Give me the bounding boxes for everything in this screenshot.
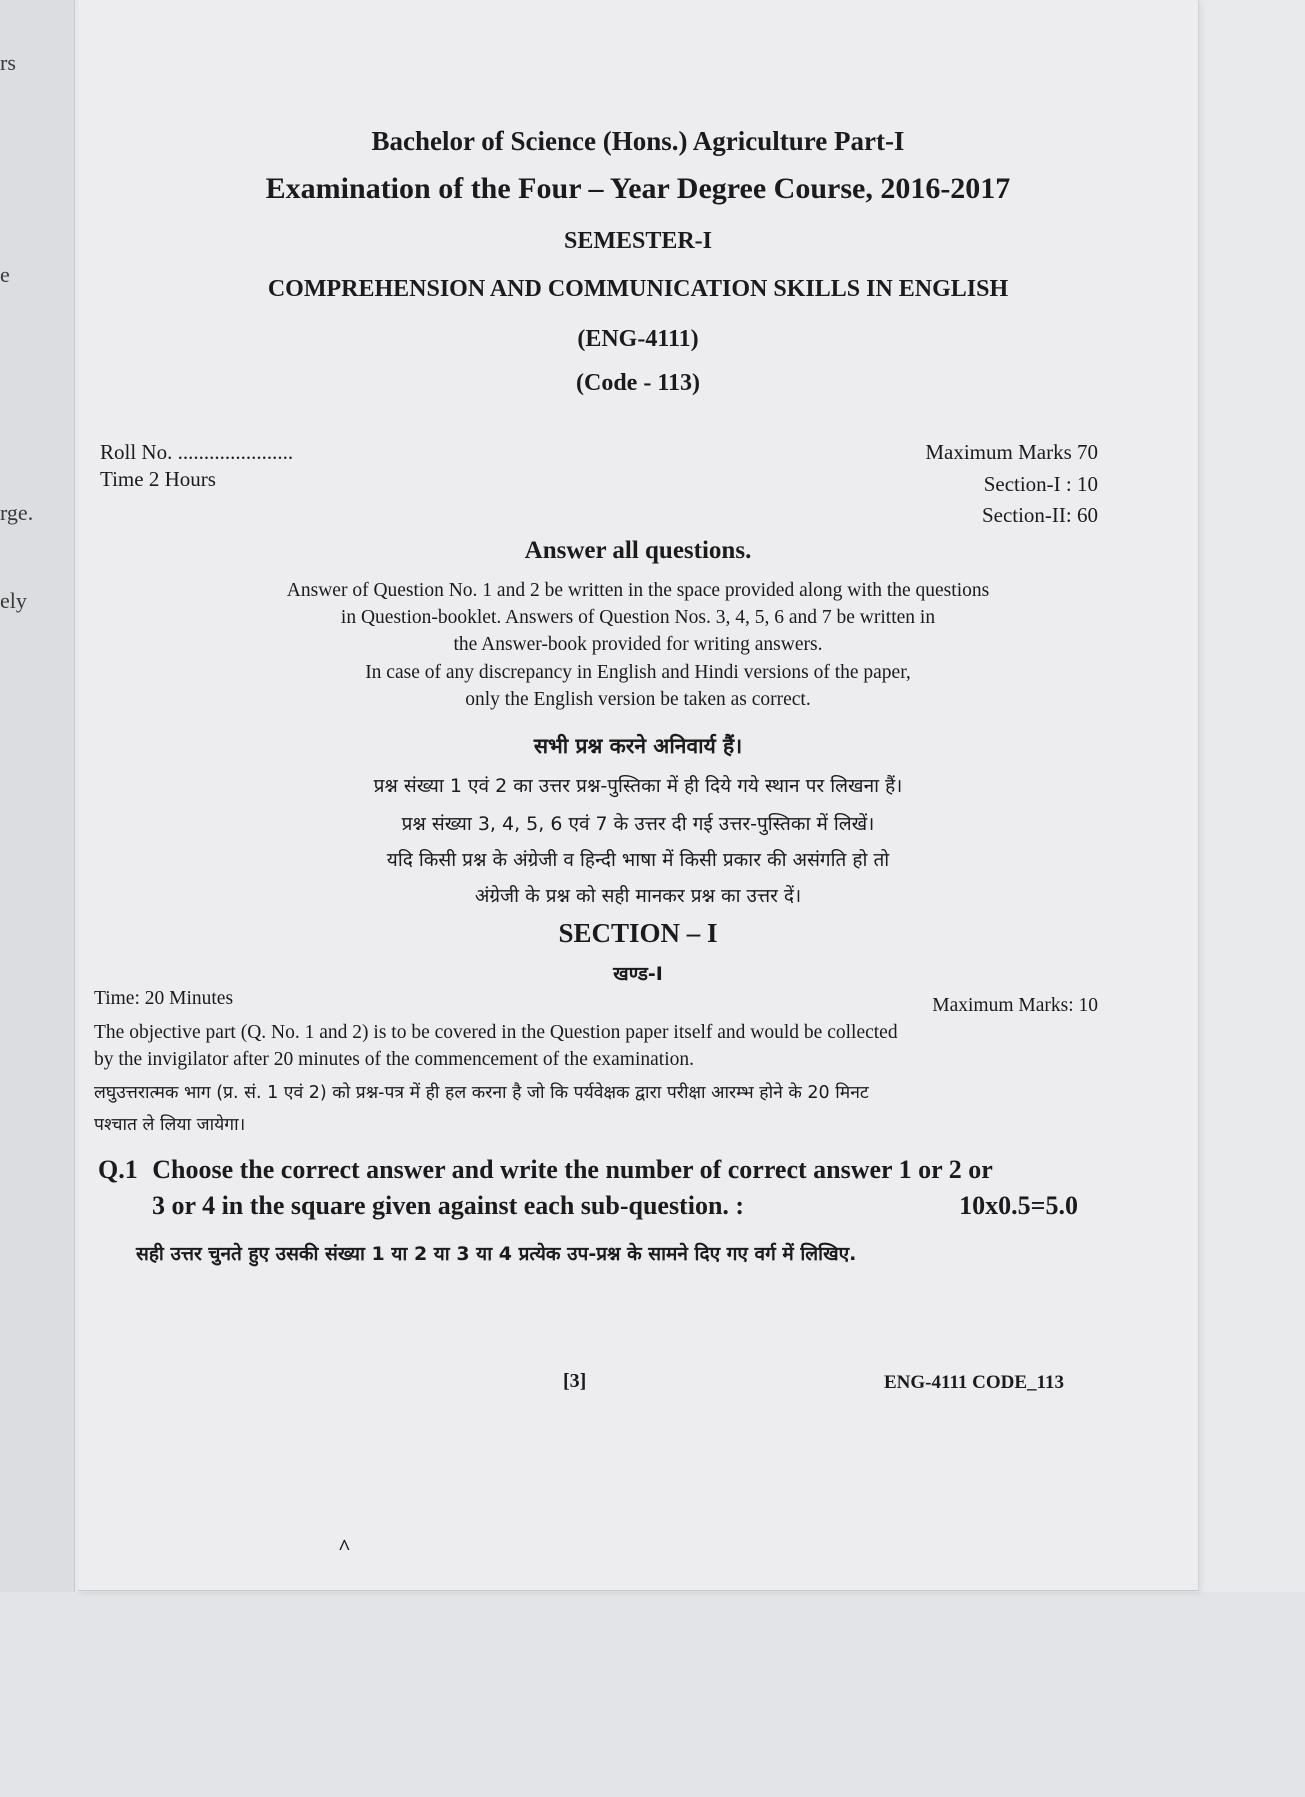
instructions-heading: Answer all questions. [524, 537, 752, 564]
question-text: 3 or 4 in the square given against each sub-question. : [152, 1191, 745, 1220]
time-allowed: Time 2 Hours [100, 467, 216, 491]
roll-number: Roll No. ...................... [100, 440, 294, 464]
question-1-heading-continued [152, 1188, 1078, 1223]
hindi-instruction-line: प्रश्न संख्या 3, 4, 5, 6 एवं 7 के उत्तर दी गई उत्तर-पुस्तिका में लिखें। [401, 813, 875, 835]
hindi-instruction-line: यदि किसी प्रश्न के अंग्रेजी व हिन्दी भाषा में किसी प्रकार की असंगति हो तो [386, 849, 890, 871]
hindi-instruction-line: प्रश्न संख्या 1 एवं 2 का उत्तर प्रश्न-पुस्तिका में ही दिये गये स्थान पर लिखना हैं। [373, 775, 903, 797]
section-hindi-title: खण्ड-I [613, 963, 663, 985]
section-title: SECTION – I [558, 918, 718, 948]
hindi-instructions-heading: सभी प्रश्न करने अनिवार्य हैं। [533, 734, 743, 758]
question-text: Choose the correct answer and write the number of correct answer 1 or 2 or [152, 1155, 993, 1184]
course-number: (ENG-4111) [577, 326, 699, 352]
hindi-objective-note: लघुउत्तरात्मक भाग (प्र. सं. 1 एवं 2) को प्रश्न-पत्र में ही हल करना है जो कि पर्यवेक्षक द्वारा परीक्षा आरम्भ होने के 20 मिनट [94, 1083, 869, 1103]
instruction-line: In case of any discrepancy in English and Hindi versions of the paper, [365, 662, 911, 683]
subject-title: COMPREHENSION AND COMMUNICATION SKILLS IN ENGLISH [267, 276, 1009, 302]
strip-fragment: ely [0, 588, 27, 613]
section-time: Time: 20 Minutes [94, 988, 234, 1009]
maximum-marks: Maximum Marks 70 [925, 440, 1098, 464]
question-1-heading [98, 1152, 1098, 1187]
exam-paper-page [78, 0, 1199, 1591]
instruction-line: the Answer-book provided for writing answers. [453, 634, 823, 655]
instruction-line: Answer of Question No. 1 and 2 be written in the space provided along with the questions [286, 580, 990, 601]
strip-fragment: e [0, 262, 10, 287]
page-number: [3] [563, 1370, 587, 1392]
scanner-background [0, 1592, 1305, 1797]
semester-title: SEMESTER-I [563, 228, 713, 254]
objective-note: by the invigilator after 20 minutes of the commencement of the examination. [94, 1049, 694, 1070]
degree-title: Bachelor of Science (Hons.) Agriculture Part-I [371, 126, 905, 156]
question-number: Q.1 [98, 1155, 138, 1184]
paper-code-footer: ENG-4111 CODE_113 [884, 1372, 1064, 1393]
exam-title: Examination of the Four – Year Degree Course, 2016-2017 [265, 172, 1011, 205]
hindi-objective-note: पश्चात ले लिया जायेगा। [94, 1115, 246, 1135]
course-code: (Code - 113) [576, 370, 700, 396]
section-1-marks: Section-I : 10 [983, 472, 1098, 496]
question-1-hindi: सही उत्तर चुनते हुए उसकी संख्या 1 या 2 या 3 या 4 प्रत्येक उप-प्रश्न के सामने दिए गए वर्ग में लिखिए. [136, 1243, 857, 1265]
section-max-marks: Maximum Marks: 10 [932, 995, 1098, 1016]
section-2-marks: Section-II: 60 [981, 503, 1098, 527]
question-marks: 10x0.5=5.0 [959, 1191, 1078, 1220]
objective-note: The objective part (Q. No. 1 and 2) is to be covered in the Question paper itself and would be collected [94, 1022, 898, 1043]
strip-fragment: rge. [0, 500, 34, 525]
pen-mark: ^ [338, 1534, 351, 1559]
instruction-line: only the English version be taken as correct. [465, 689, 811, 710]
adjacent-page-edge [0, 0, 75, 1797]
hindi-instruction-line: अंग्रेजी के प्रश्न को सही मानकर प्रश्न का उत्तर दें। [474, 885, 802, 907]
instruction-line: in Question-booklet. Answers of Question Nos. 3, 4, 5, 6 and 7 be written in [340, 607, 936, 628]
strip-fragment: rs [0, 50, 16, 75]
